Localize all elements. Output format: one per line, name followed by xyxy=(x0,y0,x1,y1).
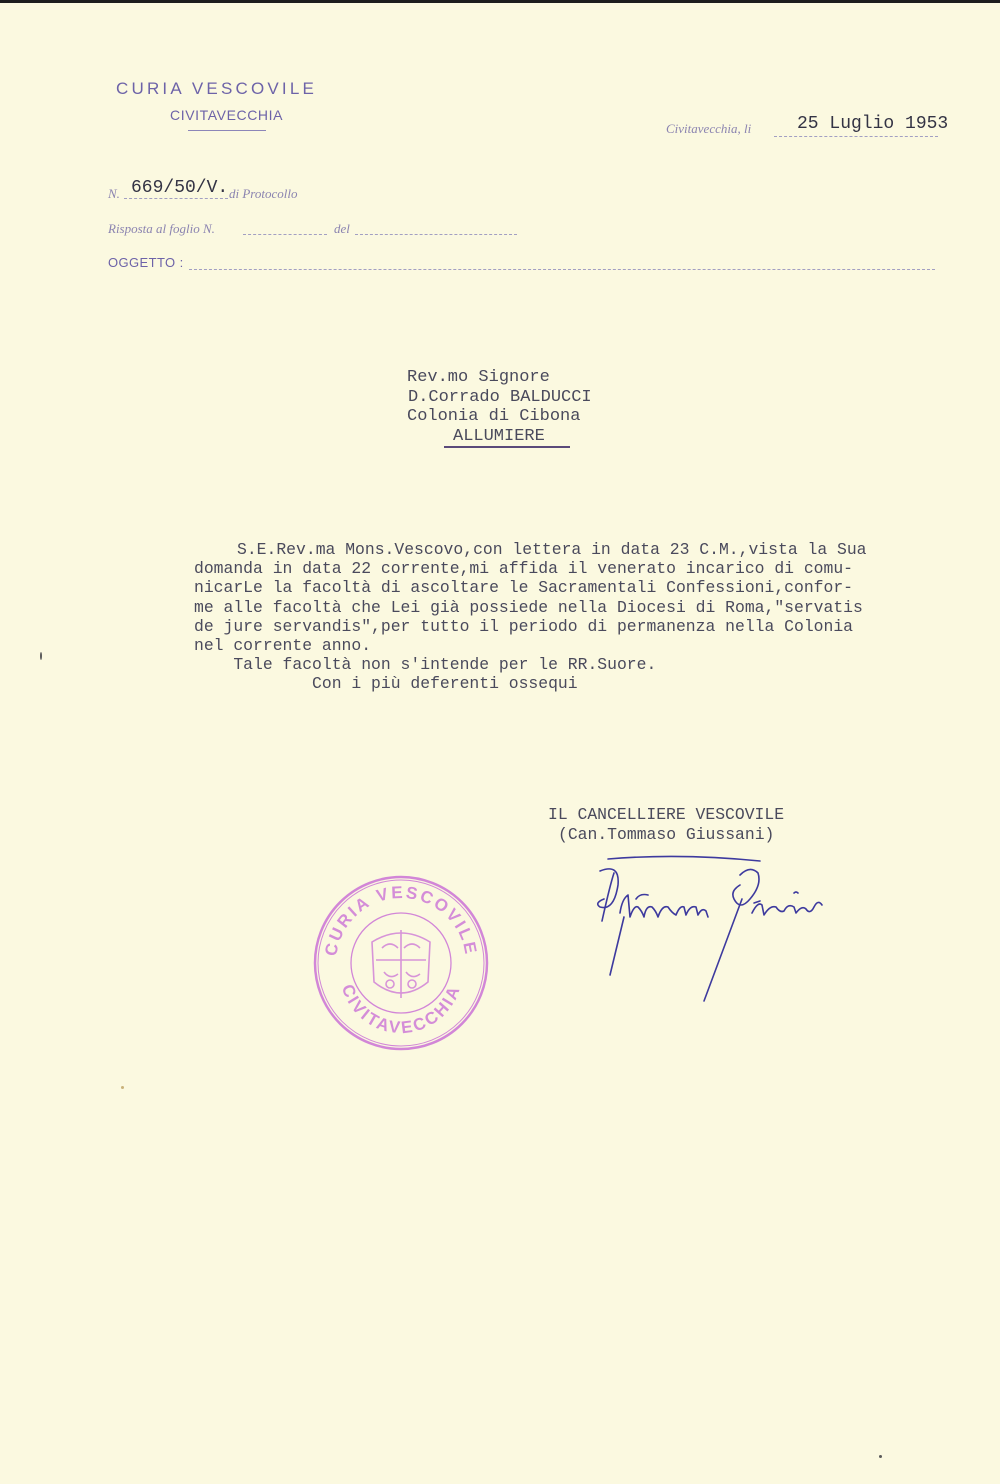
dateline-place-label: Civitavecchia, li xyxy=(666,121,752,136)
diocesan-stamp xyxy=(310,872,492,1054)
letterhead-city: CIVITAVECCHIA xyxy=(170,107,284,123)
handwritten-signature xyxy=(590,855,830,1005)
body-line: nicarLe la facoltà di ascoltare le Sacramentali Confessioni,confor- xyxy=(194,578,854,598)
letterhead-rule xyxy=(188,130,266,131)
scan-top-edge xyxy=(0,0,1000,3)
body-line: S.E.Rev.ma Mons.Vescovo,con lettera in data 23 C.M.,vista la Sua xyxy=(237,540,867,559)
body-line: Tale facoltà non s'intende per le RR.Suore. xyxy=(194,655,657,675)
scan-speck xyxy=(121,1086,124,1089)
recipient-line-2: D.Corrado BALDUCCI xyxy=(408,387,592,407)
protocol-prefix: N. xyxy=(108,186,120,201)
recipient-line-3: Colonia di Cibona xyxy=(407,407,581,426)
reply-label: Risposta al foglio N. xyxy=(108,221,215,236)
recipient-address xyxy=(407,368,592,446)
scan-speck xyxy=(879,1455,882,1458)
signatory-name: (Can.Tommaso Giussani) xyxy=(558,824,775,844)
protocol-label: di Protocollo xyxy=(229,186,298,201)
dateline-dotted-line xyxy=(774,136,938,137)
signatory-title: IL CANCELLIERE VESCOVILE xyxy=(548,805,785,824)
recipient-line-4: ALLUMIERE xyxy=(453,426,545,446)
protocol-number: 669/50/V. xyxy=(131,178,229,198)
letter-body xyxy=(194,540,867,694)
letterhead-title: CURIA VESCOVILE xyxy=(116,79,318,98)
recipient-underline xyxy=(444,446,570,448)
stamp-emblem-icon xyxy=(372,930,430,998)
signatory-block xyxy=(548,805,784,844)
reply-del-label: del xyxy=(334,221,350,236)
body-line: de jure servandis",per tutto il periodo di permanenza nella Colonia xyxy=(194,616,854,636)
body-line: nel corrente anno. xyxy=(194,636,372,656)
stamp-text-bottom: CIVITAVECCHIA xyxy=(337,981,465,1038)
subject-label: OGGETTO : xyxy=(108,255,184,270)
protocol-dotted-line xyxy=(124,198,228,199)
dateline-date: 25 Luglio 1953 xyxy=(797,114,949,134)
stamp-text-top: CURIA VESCOVILE xyxy=(321,882,481,958)
body-line: domanda in data 22 corrente,mi affida il venerato incarico di comu- xyxy=(194,559,854,579)
body-line: Con i più deferenti ossequi xyxy=(194,674,578,694)
reply-number-dotted-line xyxy=(243,234,327,235)
recipient-line-1: Rev.mo Signore xyxy=(407,368,550,387)
body-line: me alle facoltà che Lei già possiede nella Diocesi di Roma,"servatis xyxy=(194,597,863,617)
subject-dotted-line xyxy=(189,269,935,270)
reply-date-dotted-line xyxy=(355,234,517,235)
scan-speck xyxy=(40,652,42,660)
